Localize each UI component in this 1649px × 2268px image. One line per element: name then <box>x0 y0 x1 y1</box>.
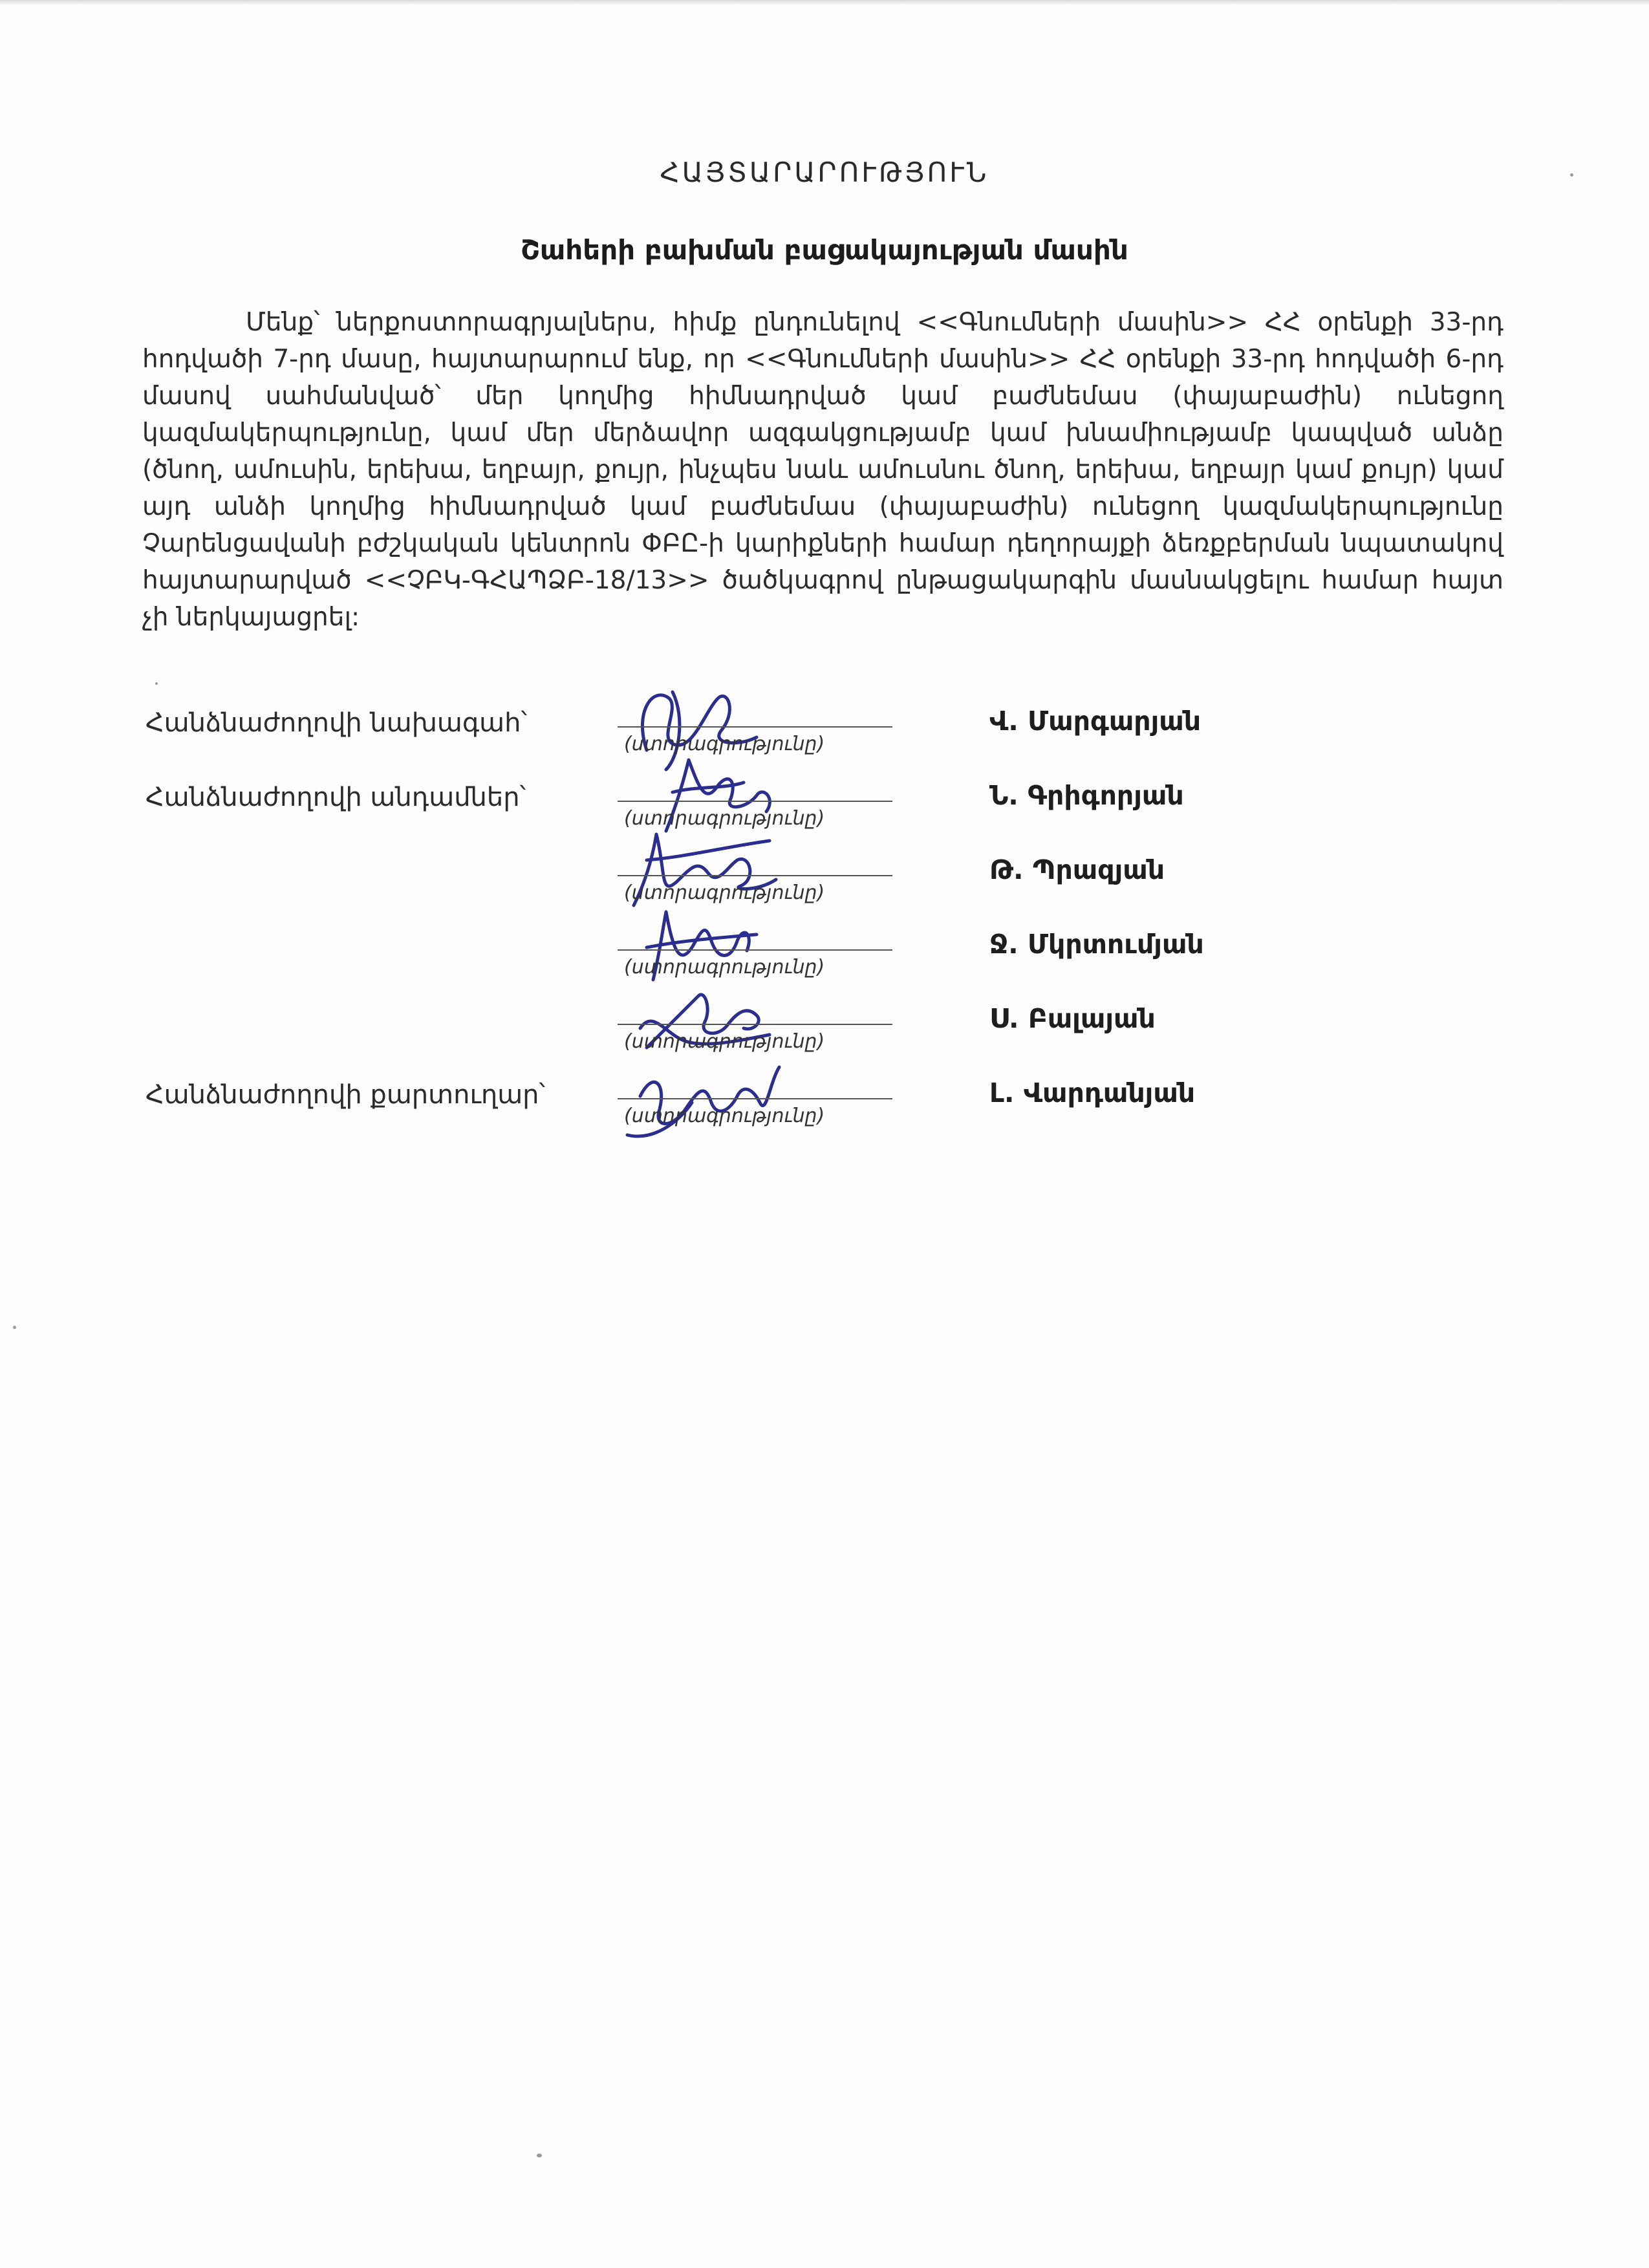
signature-caption: (ստորագրությունը) <box>624 807 825 830</box>
role-label: Հանձնաժողովի անդամներ՝ <box>146 783 526 812</box>
handwritten-signature <box>608 1044 854 1148</box>
document-subtitle: Շահերի բախման բացակայության մասին <box>521 234 1128 266</box>
scan-speck <box>537 2154 542 2157</box>
signature-caption: (ստորագրությունը) <box>624 1030 825 1053</box>
scan-speck <box>13 1326 16 1329</box>
document-title: ՀԱՅՏԱՐԱՐՈՒԹՅՈՒՆ <box>660 157 989 188</box>
signature-caption: (ստորագրությունը) <box>624 881 825 904</box>
signature-line <box>618 875 892 876</box>
role-label: Հանձնաժողովի նախագահ՝ <box>146 708 527 738</box>
signature-line <box>618 1098 892 1099</box>
member-name: Ջ. Մկրտումյան <box>989 929 1204 960</box>
declaration-body: Մենք՝ ներքոստորագրյալներս, հիմք ընդունելով <<Գնումների մասին>> ՀՀ օրենքի 33-րդ հոդվածի 7-րդ մասը, հայտարարում ենք, որ <<Գնումների մասին>> ՀՀ օրենքի 33-րդ հոդվածի 6-րդ մասով սահմանված՝ մեր կողմից հիմնադրված կամ բաժնեմաս (փայաբաժին) ունեցող կազմակերպությունը, կամ մեր մերձավոր ազգակցությամբ կամ խնամիությամբ կապված անձը (ծնող, ամուսին, երեխա, եղբայր, քույր, ինչպես նաև ամուսնու ծնող, երեխա, եղբայր կամ քույր) կամ այդ անձի կողմից հիմնադրված կամ բաժնեմաս (փայաբաժին) ունեցող կազմակերպությունը Չարենցավանի բժշկական կենտրոն ՓԲԸ-ի կարիքների համար դեղորայքի ձեռքբերման նպատակով հայտարարված <<ՉԲԿ-ԳՀԱՊՁԲ-18/13>> ծածկագրով ընթացակարգին մասնակցելու համար հայտ չի ներկայացրել: <box>142 308 1503 632</box>
member-name: Լ. Վարդանյան <box>989 1077 1196 1108</box>
scan-speck <box>1570 173 1573 177</box>
signature-caption: (ստորագրությունը) <box>624 733 825 755</box>
member-name: Ն. Գրիգորյան <box>989 780 1184 811</box>
signature-caption: (ստորագրությունը) <box>624 956 825 978</box>
member-name: Վ. Մարգարյան <box>989 706 1202 737</box>
signature-line <box>618 726 892 728</box>
scan-edge <box>0 0 1649 5</box>
scan-speck <box>155 682 158 685</box>
signature-line <box>618 801 892 802</box>
member-name: Ս. Բալայան <box>989 1003 1156 1034</box>
signature-line <box>618 949 892 951</box>
role-label: Հանձնաժողովի քարտուղար՝ <box>146 1080 546 1110</box>
signature-caption: (ստորագրությունը) <box>624 1105 825 1127</box>
signature-row-secretary <box>0 1074 1649 1145</box>
signature-line <box>618 1024 892 1025</box>
member-name: Թ. Պրազյան <box>989 854 1165 885</box>
